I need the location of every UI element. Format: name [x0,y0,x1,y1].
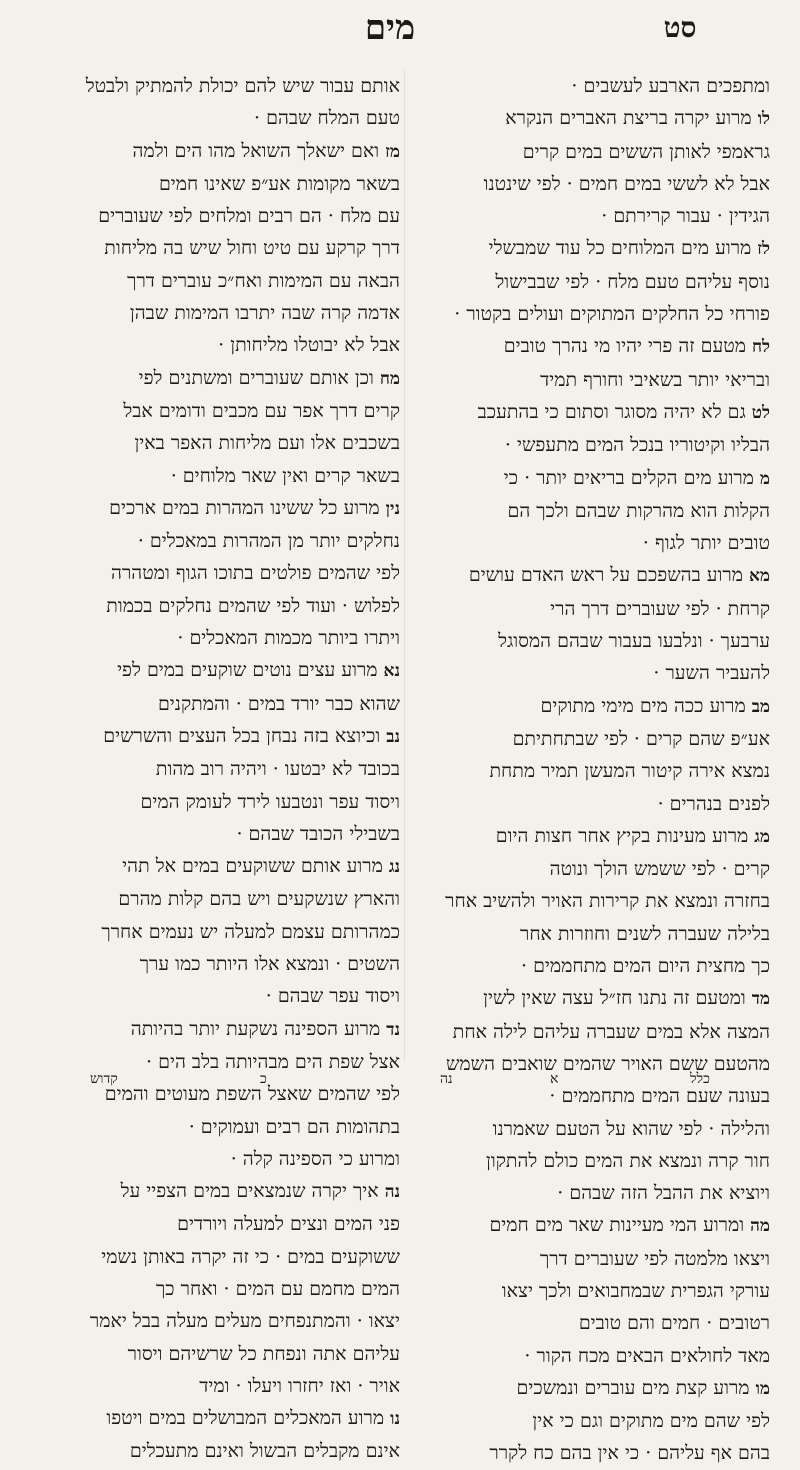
section-number: נה [384,1182,400,1203]
text-line [40,168,400,200]
text-line [410,625,770,657]
text-line [410,1340,770,1372]
footer-mark: כלל [690,1071,710,1087]
line-text: נחלקים יותר מן המהרות במאכלים · [137,530,400,553]
line-text: יצאו · והמתנפחים מעלים מעלה בבל יאמר [89,1310,400,1333]
line-text: ומתפכים הארבע לעשבים · [571,75,770,97]
text-line [410,755,770,787]
footer-mark: כ [260,1071,267,1087]
text-line [40,557,400,589]
text-line [40,1143,400,1175]
line-text: המצה אלא במים שעברה עליהם לילה אחת [452,1020,770,1043]
line-text: שהוא כבר יורד במים · והמתקנים [157,692,400,715]
page-footer [0,1071,800,1101]
line-text: הבליו וקיטוריו בנכל המים מתעפשי · [504,434,770,457]
line-text: מהטעם ששם האויר שהמים שואבים השמש [445,1052,770,1075]
text-line [410,788,770,820]
line-text: הקלות הוא מהרקות שבהם ולכך הם [507,499,770,522]
line-text: מרוע הספינה נשקעת יותר בהיותה [130,1017,381,1040]
section-number: לח [751,337,770,358]
line-text: חור קרה ונמצא את המים כולם להתקון [486,1149,770,1172]
line-text: מרוע יקרה בריצת האברים הנקרא [505,107,752,130]
line-text: גם לא יהיה מסוגר וסתום כי בהתעכב [477,400,746,423]
footer-mark: נה [440,1071,453,1087]
line-text: אויר · ואז יחזרו ויעלו · ומיד [199,1374,400,1397]
text-line [40,654,400,687]
text-line [40,525,400,557]
line-text: בתהומות הם רבים ועמוקים · [188,1115,400,1138]
line-text: מרוע ככה מים מימי מתוקים [540,694,746,717]
text-line [40,1175,400,1208]
text-line [410,853,770,885]
section-number: מח [379,368,400,389]
line-text: עליהם אתה ונפחת כל שרשיהם ויסור [127,1342,400,1365]
text-line [40,1402,400,1435]
text-line [40,786,400,818]
text-line [40,622,400,654]
section-number: מז [385,141,400,162]
line-text: ואם ישאלך השואל מהו הים ולמה [132,139,380,162]
line-text: בלילה שעברה לשנים וחוזרות אחר [519,922,770,945]
page-header [0,0,800,70]
line-text: ערבעך · ונלבעו בעבור שבהם המסוגל [498,630,770,653]
line-text: ויסוד עפר שבהם · [265,985,400,1008]
line-text: אבל לא יבוטלו מליחותן · [218,334,400,357]
line-text: מאד לחולאים הבאים מכח הקור · [524,1344,770,1367]
line-text: וכיוצא בזה נבחן בכל העצים והשרשים [103,724,381,747]
line-text: מרוע קצת מים עוברים ונמשכים [516,1376,750,1399]
line-text: הגידין · עבור קרירתם · [601,205,770,228]
line-text: בכובד לא יבטעו · ויהיה רוב מהות [155,758,400,781]
text-line [40,232,400,264]
line-text: ויסוד עפר ונטבעו לירד לעומק המים [140,790,400,813]
line-text: לפנים בנהרים · [657,792,770,815]
text-line [40,265,400,297]
text-line [40,850,400,883]
line-text: קרחת · לפי שעוברים דרך הרי [550,597,770,620]
text-line [40,688,400,720]
page-number: סט [663,11,697,44]
line-text: אותם עבור שיש להם יכולת להמתיק ולבטל [85,75,400,97]
section-number: נב [386,726,400,747]
line-text: קרים · לפי ששמש הולך ונוטה [549,858,770,881]
line-text: בשאר קרים ואין שאר מלוחים · [170,464,400,487]
text-line [40,753,400,785]
line-text: כך מחצית היום המים מתחממים · [520,955,770,978]
text-line [410,1145,770,1177]
line-text: בשאר מקומות אע״פ שאינו חמים [158,172,400,195]
section-number: מא [749,566,770,587]
line-text: אדמה קרה שבה יתרבו המימות שבהן [129,302,400,325]
text-line [410,593,770,625]
text-line [40,883,400,915]
text-line [40,200,400,232]
text-line [40,1111,400,1143]
text-line [410,559,770,592]
line-text: ומטעם זה נתנו חז״ל עצה שאין לשין [483,987,746,1010]
text-line [410,102,770,135]
line-text: גראמפי לאותן הששים במים קרים [522,140,770,163]
line-text: אע״פ שהם קרים · לפי שבתחתיתם [512,727,770,750]
section-number: מה [750,1216,770,1237]
line-text: מרוע המאכלים המבושלים במים ויטפו [106,1407,385,1430]
text-line [40,1305,400,1337]
text-line [40,980,400,1012]
text-line [410,396,770,429]
text-line [40,460,400,492]
footer-mark: קדוש [90,1071,118,1087]
line-text: מרוע מעינות בקיץ אחר חצות היום [495,824,749,847]
line-text: מרוע מים הקלים בריאים יותר · כי [503,466,754,489]
line-text: נוסף עליהם טעם מלח · לפי שבבישול [495,270,770,293]
text-line [40,1208,400,1240]
line-text: מרוע עצים נוטים שוקעים במים לפי [117,659,378,682]
text-line [40,1273,400,1305]
text-line [410,690,770,723]
line-text: ויוציא את ההבל הזה שבהם · [557,1182,770,1205]
line-text: אצל שפת הים מבהיותה בלב הים · [146,1050,400,1073]
text-line [40,1338,400,1370]
line-text: בשבילי הכובד שבהם · [236,822,400,845]
line-text: השטים · ונמצא אלו היותר כמו ערך [139,953,400,976]
text-line [410,657,770,689]
line-text: דרך קרקע עם טיט וחול שיש בה מליחות [104,237,400,260]
text-line [40,1435,400,1467]
line-text: מטעם זה פרי יהיו מי נהרך טובים [503,335,746,358]
text-line [410,136,770,168]
text-line [40,720,400,753]
line-text: לפי שהמים שאצל השפת מעוטים והמים [104,1083,400,1106]
section-number: מו [755,1378,770,1399]
line-text: רטובים · חמים והם טובים [578,1312,770,1335]
text-line [410,982,770,1015]
text-line [410,1405,770,1437]
line-text: בשכבים אלו ועם מליחות האפר באין [134,432,400,455]
text-line [410,330,770,363]
text-line [410,723,770,755]
text-line [410,495,770,527]
text-line [410,1307,770,1339]
text-line [40,395,400,427]
line-text: טובים יותר לגוף · [642,532,770,555]
line-text: מרוע אותם ששוקעים במים אל תהי [122,855,383,878]
text-line [40,102,400,134]
line-text: בחזרה ונמצא את קרירות האויר ולהשיב אחר [445,890,770,913]
text-line [40,362,400,395]
line-text: ויתרו ביותר מכמות המאכלים · [177,627,400,650]
line-text: להעביר השער · [653,662,770,685]
text-line [40,818,400,850]
text-line [410,885,770,917]
line-text: אבל לא לששי במים חמים · לפי שינטנו [483,172,770,195]
text-line [410,1275,770,1307]
text-line [410,1437,770,1469]
line-text: טעם המלח שבהם · [254,107,400,130]
running-title: מים [364,8,416,48]
text-line [410,1113,770,1145]
section-number: מב [751,696,770,717]
line-text: בעונה שעם המים מתחממים · [549,1085,770,1108]
text-line [410,266,770,298]
line-text: מרוע בהשפכם על ראש האדם עושים [468,564,743,587]
text-line [40,590,400,622]
text-line [410,1016,770,1048]
line-text: מרוע כל ששינו המהרות במים ארכים [109,496,380,519]
text-line [410,232,770,265]
text-line [410,527,770,559]
text-line [40,427,400,459]
text-line [40,329,400,361]
line-text: לפי שהמים פולטים בתוכו הגוף ומטהרה [111,562,400,585]
text-line [410,200,770,232]
line-text: והארץ שנשקעים ויש בהם קלות מהרם [118,888,400,911]
text-line [410,168,770,200]
line-text: בהם אף עליהם · כי אין בהם כח לקרר [489,1442,770,1465]
text-line [410,918,770,950]
text-line [40,135,400,168]
line-text: וכן אותם שעוברים ומשתנים לפי [138,366,374,389]
section-number: מ [759,468,770,489]
line-text: ובריאי יותר בשאיבי וחורף תמיד [540,368,770,391]
section-number: נג [388,857,400,878]
section-number: נד [386,1019,400,1040]
line-text: ששוקעים במים · כי זה יקרה באותן נשמי [101,1245,400,1268]
line-text: איך יקרה שנמצאים במים הצפיי על [120,1180,379,1203]
section-number: נו [390,1409,400,1430]
text-line [410,1372,770,1405]
line-text: אינם מקבלים הבשול ואינם מתעכלים [129,1440,400,1463]
line-text: והלילה · לפי שהוא על הטעם שאמרנו [492,1117,770,1140]
text-line [410,70,770,102]
line-text: מרוע מים המלוחים כל עוד שמבשלי [488,237,752,260]
text-line [40,70,400,102]
line-text: ומרוע המי מעיינות שאר מים חמים [489,1214,745,1237]
section-number: לט [751,402,770,423]
section-number: לו [757,109,770,130]
line-text: המים מחמם עם המים · ואחר כך [155,1277,400,1300]
line-text: ויצאו מלמטה לפי שעוברים דרך [539,1247,770,1270]
section-number: נין [385,498,400,519]
text-line [410,1243,770,1275]
section-number: לז [757,239,770,260]
text-line [410,429,770,461]
text-line [40,492,400,525]
footer-mark: א [550,1071,559,1087]
line-text: פני המים ונצים למעלה ויורדים [177,1213,400,1236]
column-gutter [404,70,405,1061]
line-text: עורקי הגפרית שבמחבואים ולכך יצאו [501,1279,770,1302]
line-text: לפלוש · ועוד לפי שהמים נחלקים בכמות [106,594,400,617]
text-line [410,950,770,982]
line-text: ומרוע כי הספינה קלה · [230,1147,400,1170]
line-text: נמצא אירה קיטור המעשן תמיר מתחת [489,760,770,783]
section-number: נא [383,661,400,682]
text-line [40,916,400,948]
text-line [40,1013,400,1046]
line-text: פורחי כל החלקים המתוקים ועולים בקטור · [454,303,770,326]
text-line [40,1241,400,1273]
text-line [410,462,770,495]
text-line [410,820,770,853]
line-text: קרים דרך אפר עם מכבים ודומים אבל [123,399,400,422]
line-text: עם מלח · הם רבים ומלחים לפי שעוברים [98,205,400,228]
text-line [410,1209,770,1242]
text-line [40,1370,400,1402]
text-line [40,948,400,980]
text-line [410,1177,770,1209]
line-text: כמהרותם עצמם למעלה יש נעמים אחרך [101,920,400,943]
line-text: הבאה עם המימות ואח״כ עוברים דרך [127,269,400,292]
line-text: לפי שהם מים מתוקים וגם כי אין [532,1410,770,1433]
section-number: מג [754,826,770,847]
section-number: מד [751,989,770,1010]
text-line [410,298,770,330]
text-line [40,297,400,329]
text-line [410,364,770,396]
